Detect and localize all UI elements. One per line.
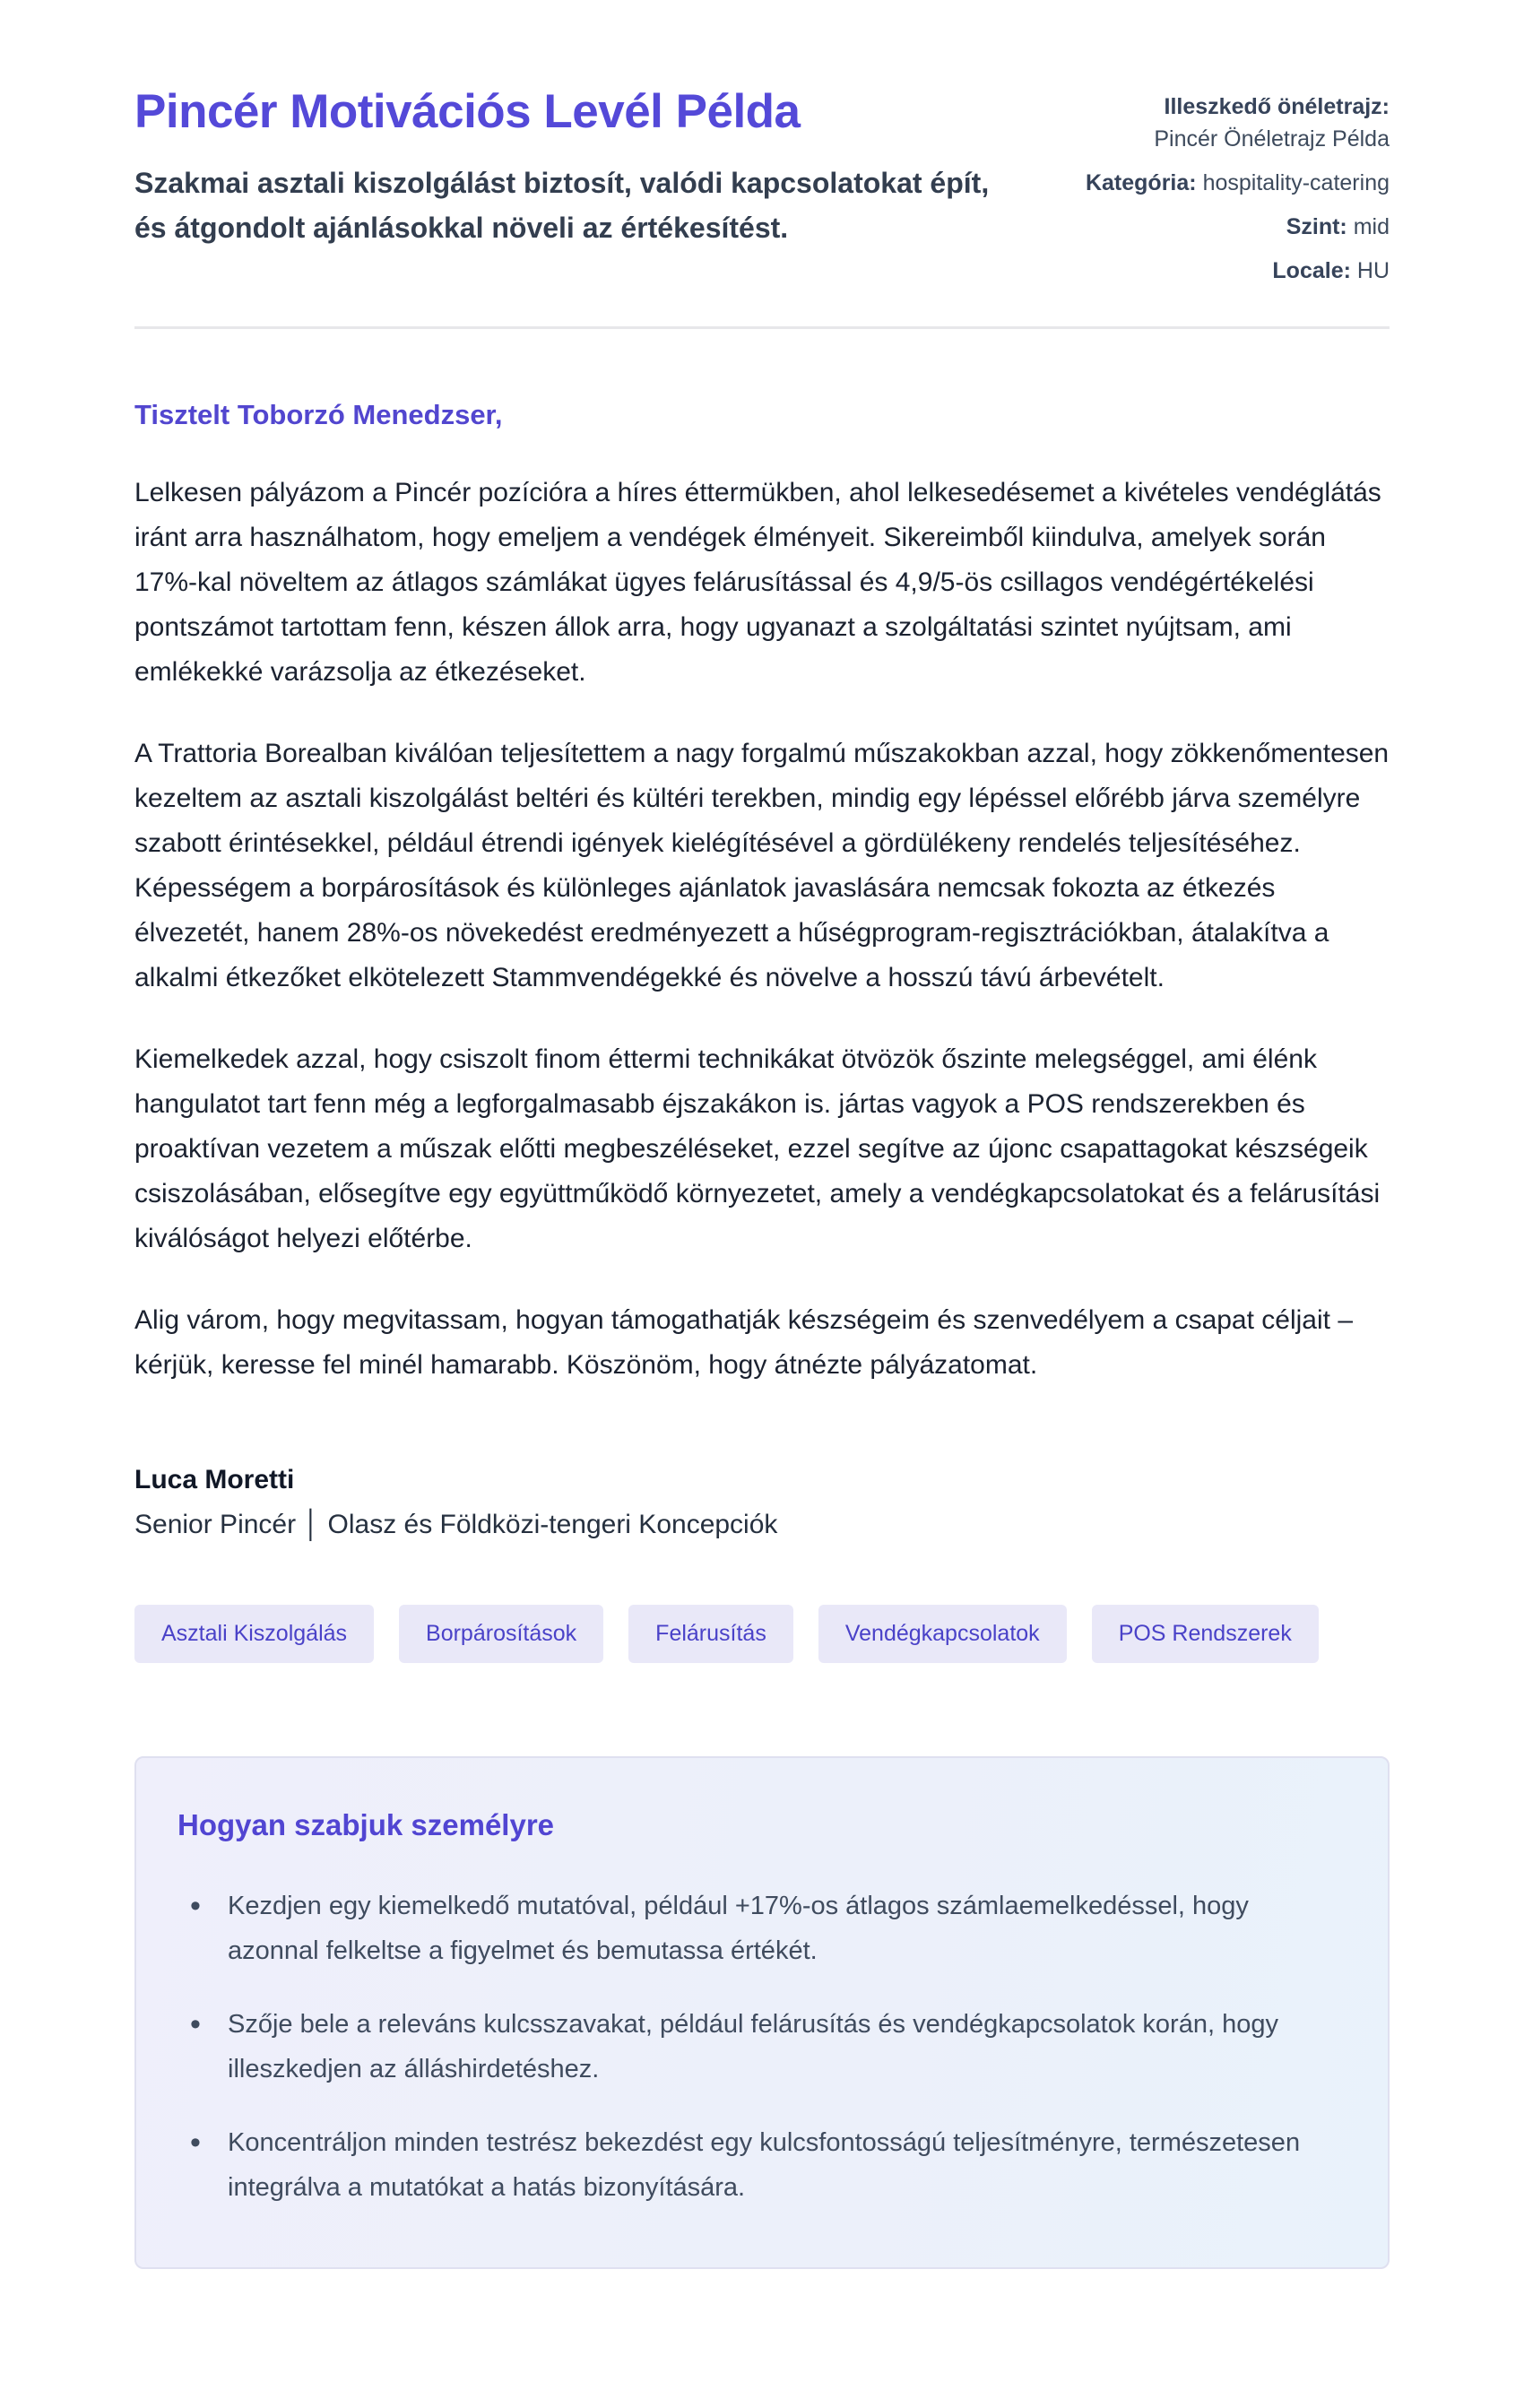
skill-tag-badge: Felárusítás	[628, 1605, 793, 1663]
meta-locale-value: HU	[1356, 258, 1390, 283]
signature-name: Luca Moretti	[134, 1465, 295, 1494]
meta-panel	[1047, 85, 1390, 287]
tip-item-text: Kezdjen egy kiemelkedő mutatóval, például +17%-os átlagos számlaemelkedéssel, hogy azonnal felkeltse a figyelmet és bemutassa értékét.	[228, 1892, 1249, 1965]
letter-paragraph: Kiemelkedek azzal, hogy csiszolt finom éttermi technikákat ötvözök őszinte melegséggel, ami élénk hangulatot tart fenn még a legforgalmasabb éjszakákon is. jártas vagyok a POS rendszerekben és proaktívan vezetem a műszak előtti megbeszéléseket, ezzel segítve az újonc csapattagokat készségeik csiszolásában, elősegítve egy együttműködő környezetet, amely a vendégkapcsolatokat és a felárusítási kiválóságot helyezi előtérbe.	[134, 1044, 1381, 1253]
meta-level	[1047, 211, 1390, 243]
letter-paragraphs	[134, 471, 1390, 1388]
meta-level-label: Szint:	[1286, 214, 1347, 239]
letter-paragraph: Lelkesen pályázom a Pincér pozícióra a híres éttermükben, ahol lelkesedésemet a kivételes vendéglátás iránt arra használhatom, hogy emeljem a vendégek élményeit. Sikereimből kiindulva, amelyek során 17%-kal növeltem az átlagos számlákat ügyes felárusítással és 4,9/5-ös csillagos vendégértékelési pontszámot tartottam fenn, készen állok arra, hogy ugyanazt a szolgáltatási szintet nyújtsam, ami emlékekké varázsolja az étkezéseket.	[134, 478, 1381, 687]
page-subtitle: Szakmai asztali kiszolgálást biztosít, valódi kapcsolatokat épít, és átgondolt ajánlásokkal növeli az értékesítést.	[134, 167, 990, 244]
cover-letter-body	[134, 399, 1390, 1540]
tip-item	[190, 2120, 1329, 2210]
meta-matching-resume	[1047, 91, 1390, 155]
meta-category-label: Kategória:	[1085, 170, 1197, 195]
skill-tag-badge: Vendégkapcsolatok	[818, 1605, 1067, 1663]
meta-locale	[1047, 255, 1390, 287]
tip-item-text: Koncentráljon minden testrész bekezdést egy kulcsfontosságú teljesítményre, természetesen integrálva a mutatókat a hatás bizonyítására.	[228, 2128, 1301, 2202]
tip-item-text: Szője bele a releváns kulcsszavakat, például felárusítás és vendégkapcsolatok korán, hogy illeszkedjen az álláshirdetéshez.	[228, 2010, 1278, 2083]
header-title-block	[134, 85, 1011, 251]
signature-role: Senior Pincér │ Olasz és Földközi-tengeri Koncepciók	[134, 1510, 778, 1539]
meta-matching-resume-label: Illeszkedő önéletrajz:	[1164, 94, 1390, 119]
meta-matching-resume-value[interactable]: Pincér Önéletrajz Példa	[1154, 126, 1390, 152]
meta-category	[1047, 167, 1390, 199]
meta-locale-label: Locale:	[1272, 258, 1351, 283]
header-divider	[134, 326, 1390, 329]
tips-list	[178, 1884, 1346, 2210]
skill-tag-badge: Asztali Kiszolgálás	[134, 1605, 374, 1663]
skill-tag-badge: Borpárosítások	[399, 1605, 603, 1663]
personalization-tips-box	[134, 1756, 1390, 2269]
letter-greeting: Tisztelt Toborzó Menedzser,	[134, 399, 503, 430]
letter-paragraph: Alig várom, hogy megvitassam, hogyan támogathatják készségeim és szenvedélyem a csapat céljait – kérjük, keresse fel minél hamarabb. Köszönöm, hogy átnézte pályázatomat.	[134, 1305, 1354, 1380]
skill-tags	[134, 1605, 1390, 1663]
meta-category-value: hospitality-catering	[1202, 170, 1390, 195]
tips-title: Hogyan szabjuk személyre	[178, 1808, 555, 1841]
tip-item	[190, 1884, 1329, 1973]
signature-block	[134, 1465, 1390, 1540]
letter-paragraph: A Trattoria Borealban kiválóan teljesítettem a nagy forgalmú műszakokban azzal, hogy zökkenőmentesen kezeltem az asztali kiszolgálást beltéri és kültéri terekben, mindig egy lépéssel előrébb járva személyre szabott érintésekkel, például étrendi igények kielégítésével a gördülékeny rendelés teljesítéséhez. Képességem a borpárosítások és különleges ajánlatok javaslására nemcsak fokozta az étkezés élvezetét, hanem 28%-os növekedést eredményezett a hűségprogram-regisztrációkban, átalakítva a alkalmi étkezőket elkötelezett Stammvendégekké és növelve a hosszú távú árbevételt.	[134, 739, 1390, 992]
page-header	[134, 85, 1390, 287]
tip-item	[190, 2002, 1329, 2092]
meta-level-value: mid	[1353, 214, 1390, 239]
skill-tag-badge: POS Rendszerek	[1092, 1605, 1319, 1663]
page-title: Pincér Motivációs Levél Példa	[134, 85, 801, 138]
